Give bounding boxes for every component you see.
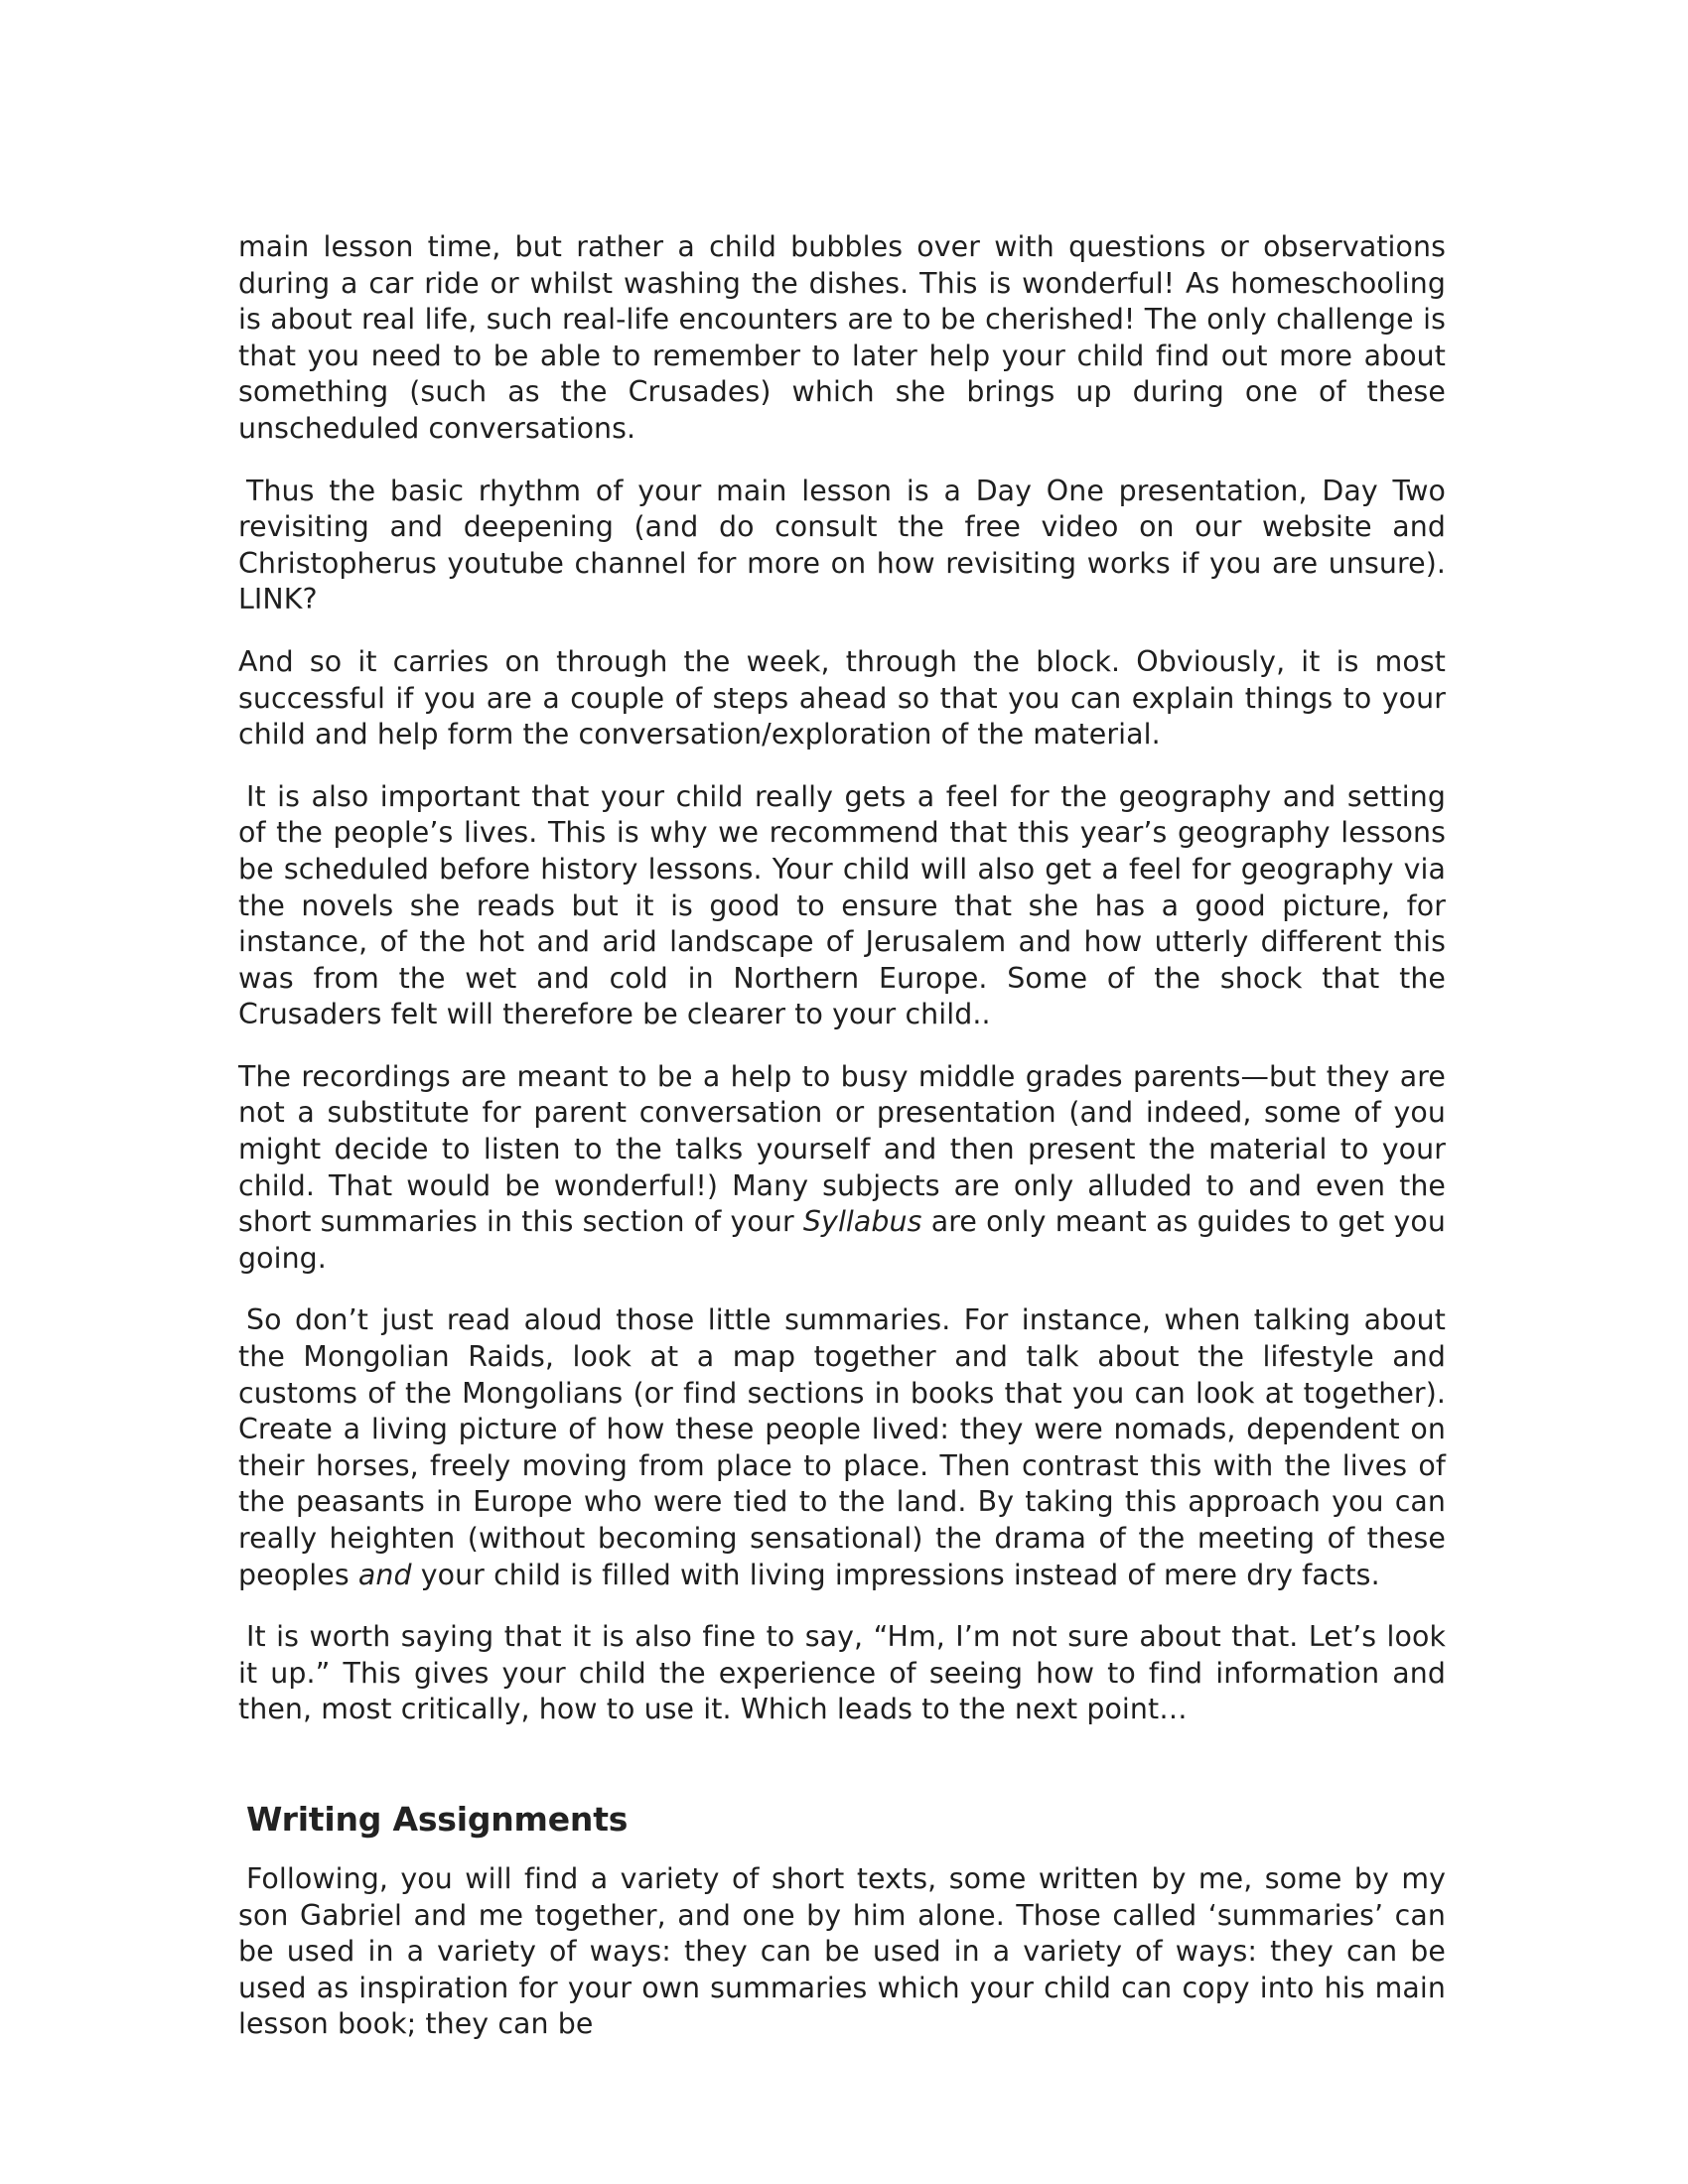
text-run: your child is filled with living impressions instead of mere dry facts.: [411, 1558, 1380, 1591]
text-run: Thus the basic rhythm of your main lesson is a Day One presentation, Day Two revisiting and deepening (and do consult the free video on our website and Christopherus youtube channel for more on how revisiting works if you are unsure). LINK?: [238, 474, 1446, 616]
paragraph: [238, 1059, 1446, 1278]
paragraph: [238, 474, 1446, 618]
text-run: The recordings are meant to be a help to busy middle grades parents—but they are not a substitute for parent conversation or presentation (and indeed, some of you might decide to listen to the talks yourself and then present the material to your child. That would be wonderful!) Many subjects are only alluded to and even the short summaries in this section of your: [238, 1059, 1446, 1239]
paragraph: [238, 644, 1446, 753]
paragraph: [238, 779, 1446, 1033]
text-run: And so it carries on through the week, through the block. Obviously, it is most successful if you are a couple of steps ahead so that you can explain things to your child and help form the conversation/exploration of the material.: [238, 644, 1446, 751]
text-run: So don’t just read aloud those little summaries. For instance, when talking about the Mongolian Raids, look at a map together and talk about the lifestyle and customs of the Mongolians (or find sections in books that you can look at together). Create a living picture of how these people lived: they were nomads, dependent on their horses, freely moving from place to place. Then contrast this with the lives of the peasants in Europe who were tied to the land. By taking this approach you can really heighten (without becoming sensational) the drama of the meeting of these peoples: [238, 1303, 1446, 1591]
document-page: [238, 229, 1446, 2069]
text-run: It is also important that your child really gets a feel for the geography and setting of the people’s lives. This is why we recommend that this year’s geography lessons be scheduled before history lessons. Your child will also get a feel for geography via the novels she reads but it is good to ensure that she has a good picture, for instance, of the hot and arid landscape of Jerusalem and how utterly different this was from the wet and cold in Northern Europe. Some of the shock that the Crusaders felt will therefore be clearer to your child..: [238, 779, 1446, 1031]
text-run: Following, you will find a variety of short texts, some written by me, some by my son Gabriel and me together, and one by him alone. Those called ‘summaries’ can be used in a variety of ways: they can be used in a variety of ways: they can be used as inspiration for your own summaries which your child can copy into his main lesson book; they can be: [238, 1861, 1446, 2041]
italic-text: Syllabus: [802, 1205, 922, 1239]
body-text: [238, 229, 1446, 1728]
text-run: It is worth saying that it is also fine to say, “Hm, I’m not sure about that. Let’s look it up.” This gives your child the experience of seeing how to find information and then, most critically, how to use it. Which leads to the next point…: [238, 1620, 1446, 1726]
paragraph: [238, 229, 1446, 448]
section-body-text: [238, 1861, 1446, 2043]
text-run: are only meant as guides to get you going.: [238, 1205, 1446, 1275]
paragraph: [238, 1619, 1446, 1728]
text-run: main lesson time, but rather a child bubbles over with questions or observations during a car ride or whilst washing the dishes. This is wonderful! As homeschooling is about real life, such real-life encounters are to be cherished! The only challenge is that you need to be able to remember to later help your child find out more about something (such as the Crusades) which she brings up during one of these unscheduled conversations.: [238, 230, 1446, 445]
section-heading: Writing Assignments: [246, 1799, 629, 1839]
paragraph: [238, 1302, 1446, 1593]
italic-text: and: [357, 1558, 412, 1591]
paragraph: [238, 1861, 1446, 2043]
